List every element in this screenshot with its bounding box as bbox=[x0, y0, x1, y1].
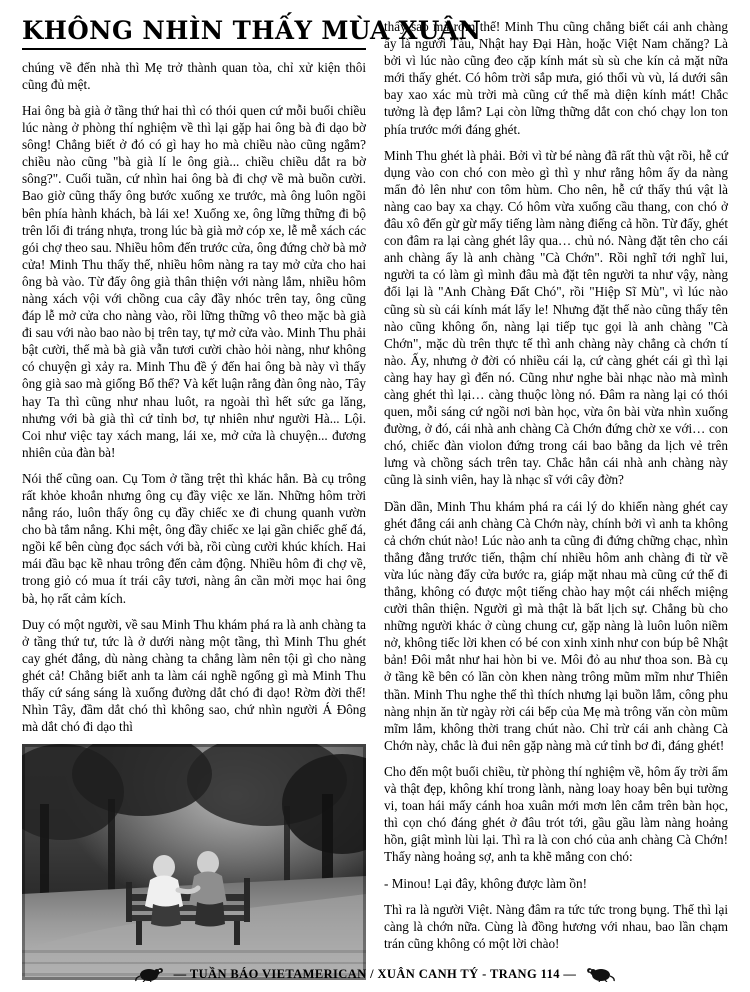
left-paragraph-4: Duy có một người, về sau Minh Thu khám phá ra là anh chàng ta ở tầng thứ tư, tức là ở dưới nàng một tầng, thì Minh Thu ghét cay ghét đắng, dù nàng chàng ta chẳng làm nên tội gì cho nàng ghét cả! Chẳng biết anh ta làm cái nghề ngổng gì mà Minh Thu thấy cứ sáng sáng là xuống đường dắt chó đi dạo! Rờm đời thế! Nhìn Tây, đầm dắt chó thì không sao, chứ nhìn người Á Đông mà dắt chó đi dạo thì bbox=[22, 616, 366, 735]
headline-divider bbox=[22, 48, 366, 50]
right-column bbox=[384, 18, 728, 951]
article-photo bbox=[22, 744, 366, 980]
right-paragraph-4: Cho đến một buổi chiều, từ phòng thí nghiệm về, hôm ấy trời ẩm và thật đẹp, không khí trong lành, nàng loay hoay bên bụi tường vi, toan hái mấy cánh hoa xuân mới mơn lên cắm trên bàn học, thì cọn chó đáng ghét ở đâu trót tới, gầu gầu làm nàng hoảng hồn, giật mình lùi lại. Thì ra là con chó của anh chàng Cà Chớn! Thấy nàng hoảng sợ, anh ta khẽ mắng con chó: bbox=[384, 763, 728, 865]
footer-label: — TUẦN BÁO VIETAMERICAN / XUÂN CANH TÝ - TRANG 114 — bbox=[173, 966, 577, 981]
left-paragraph-3: Nói thế cũng oan. Cụ Tom ở tầng trệt thì khác hẳn. Bà cụ trông rất khỏe khoắn nhưng ông cụ đầy việc xe lăn. Những hôm trời nắng ráo, luôn thấy ông cụ đầy chiếc xe đi chung quanh vườn cho bà tắm nắng. Khi mệt, ông đầy chiếc xe lại gần chiếc ghế đá, ngồi kể bên cùng đọc sách với bà, rồi cùng cười khúc khích. Hai mái đầu bạc kề nhau trông đến cảm động. Nhiều hôm đi chợ về, trong giỏ có mua ít trái cây tươi, nàng ân cần mời mọc hai ông bà, họ rất cảm kích. bbox=[22, 470, 366, 606]
right-paragraph-5: - Minou! Lại đây, không được làm ồn! bbox=[384, 875, 587, 891]
left-paragraph-1: chúng về đến nhà thì Mẹ trở thành quan tòa, chỉ xử kiện thôi cũng đủ mệt. bbox=[22, 59, 366, 92]
page-footer bbox=[0, 966, 750, 986]
article-headline: KHÔNG NHÌN THẤY MÙA XUÂN bbox=[22, 16, 482, 46]
right-paragraph-2: Minh Thu ghét là phải. Bởi vì từ bé nàng đã rất thù vật rồi, hễ cứ dụng vào con chó con mèo gì thì y như rằng hôm ấy da nàng mẩn đỏ lên như con tôm hùm. Cho nên, hễ cứ thấy thú vật là nàng cao bay xa chạy. Có hôm vừa xuống cầu thang, con chó ở đâu xô đến gừ gừ mấy tiếng làm nàng điếng cả hồn. Từ đấy, ghét con đâm ra lại càng ghét lây qua… chủ nó. Nàng đặt tên cho cái anh chàng ấy là anh chàng "Cà Chớn". Rồi nghĩ tới nghĩ lui, người ta có làm gì mình đâu mà đặt tên người ta như vậy, nàng đổi lại là "Anh Chàng Đất Chó", rồi "Hiệp Sĩ Mù", vì lúc nào cũng sù sù cái kính mát lấy le! Nhưng đặt thế nào cũng thấy tên nào cũng không ổn, nàng lại tiếp tục gọi là anh chàng "Cà Chớn", mặc dù trên thực tế thì anh chàng này chẳng cà chớn tí nào. Ấy, nhưng ở đời có nhiều cái lạ, cứ càng ghét cái gì thì lại càng hay hay gì đến nó. Cũng như nghe bài nhạc nào mà mình càng ghét thì lại… càng thuộc lòng nó. Đâm ra nàng lại có thói quen, mỗi sáng cứ ngồi nơi bàn học, vừa ôn bài vừa nhìn xuống đường, ở đó, cái nhà anh chàng Cà Chớn đứng chờ xe với… con chó, chiếc đàn violon đứng trong cái bao bằng da lịch vẻ trên lưng và chồng sách trên tay. Chắc hẳn cái nhà anh chàng này cũng là sinh viên, hay là nhạc sĩ với cây đờn? bbox=[384, 147, 728, 488]
two-column-layout bbox=[22, 16, 730, 951]
right-paragraph-6: Thì ra là người Việt. Nàng đâm ra tức tức trong bụng. Thế thì lại càng là chớn nữa. Cùng là đồng hương với nhau, bao lần chạm trán cũng không có một lời chào! bbox=[384, 901, 728, 951]
right-paragraph-3: Dần dần, Minh Thu khám phá ra cái lý do khiến nàng ghét cay ghét đắng cái anh chàng Cà Chớn này, chính bởi vì anh ta không cả chớn chút nào! Lúc nào anh ta cũng đi đứng chững chạc, nhìn thẳng đằng trước tiến, thậm chí nhiều hôm anh chàng đi từ về vừa lúc nàng đẩy cửa bước ra, giáp mặt nhau mà cũng cứ thế đi thẳng, không có được một tiếng chào hay một cái nhếch miệng cười thân thiện. Người gì mà thật là bất lịch sự. Chẳng bù cho những người khác ở cùng chung cư, gặp nàng là luôn luôn niềm nở, không tiếc lời khen có bé con xinh xinh như con búp bê Nhật bản! Đôi mắt như hai hòn bi ve. Môi đỏ au như thoa son. Bà cụ ở tầng kề bên có lần còn khen nàng trông mũm mĩm như Thiên thần. Minh Thu nghe thế thì thích nhưng lại buồn lắm, công phu nàng nhịn ăn từ ngày rời cái bếp của Mẹ mà trông văn còn mũm mĩm lắm, không thời trang chút nào. Chỉ trừ cái anh chàng Cà Chớn này, chắc là đui nên gặp nàng mà cứ tỉnh bơ đi, đáng ghét! bbox=[384, 498, 728, 753]
photo-illustration bbox=[22, 744, 366, 980]
right-paragraph-1: thấy sao mà rởm thế! Minh Thu cũng chẳng biết cái anh chàng ấy là người Tàu, Nhật hay Đại Hàn, hoặc Việt Nam chăng? Là bởi vì lúc nào cũng đeo cặp kính mát sù sù che kín cả mặt nữa mới thấy ghét. Có hôm trời sắp mưa, gió thổi vù vù, lá dưới sân bay xao xác mù trời mà cũng cứ thế mà diện kính mát! Chắc tưởng là đẹp lắm? Lại còn lững thững dắt con chó chạy lon ton phía trước mới đáng ghét. bbox=[384, 19, 728, 137]
left-column bbox=[22, 16, 482, 938]
mouse-icon-right bbox=[585, 966, 615, 982]
mouse-icon-left bbox=[135, 966, 165, 982]
left-paragraph-2: Hai ông bà già ở tầng thứ hai thì có thói quen cứ mỗi buổi chiều lúc nàng ở phòng thí nghiệm về thì lại gặp hai ông bà đi dạo bờ sông! Chẳng biết ở đó có gì hay ho mà chiều nào cũng ngắm? chiều nào cũng "bà già lí le ông già... chiều chiều dắt ra bờ sông?". Cuối tuần, cứ nhìn hai ông bà đi chợ về mà buồn cười. Bao giờ cũng thấy ông bước xuống xe trước, mà ông luôn ngồi bên phía hành khách, bà lái xe! Xuống xe, ông lững thững đi bộ trên lối đi tráng nhựa, trong lúc bà già mở cóp xe, lễ mễ xách các gói chợ theo sau. Nhiều hôm đến trước cửa, ông đứng chờ bà mở cửa! Minh Thu thấy thế, nhiều hôm nàng ra tay mở cửa cho hai ông bà vào. Từ đấy ông già thân thiện với nàng lắm, nhiều hôm nàng xách vội với chồng cua cây đầy nhóc trên tay, ông cũng đáp lễ mở cửa cho nàng vào, rồi lững thững vô theo mặc bà già đi sau với nào bao nào bị trên tay, tự mở cửa vào. Minh Thu phải bật cười, thế mà bà già vẫn tươi cười chào hỏi nàng, như không có chuyện gì xảy ra. Minh Thu đề ý đến hai ông bà này vì thấy ông già sao mà giống Bố thế? Và kết luận rằng đàn ông nào, Tây hay Ta thì cũng như nhau luôt, ra ngoài thì hết sức ga lăng, nhưng với bà già thì cứ tỉnh bơ, tự nhiên như người Hà... Lội. Coi như việc tay xách mang, lái xe, mở cửa là chuyện... đương nhiên của đàn bà! bbox=[22, 102, 366, 460]
